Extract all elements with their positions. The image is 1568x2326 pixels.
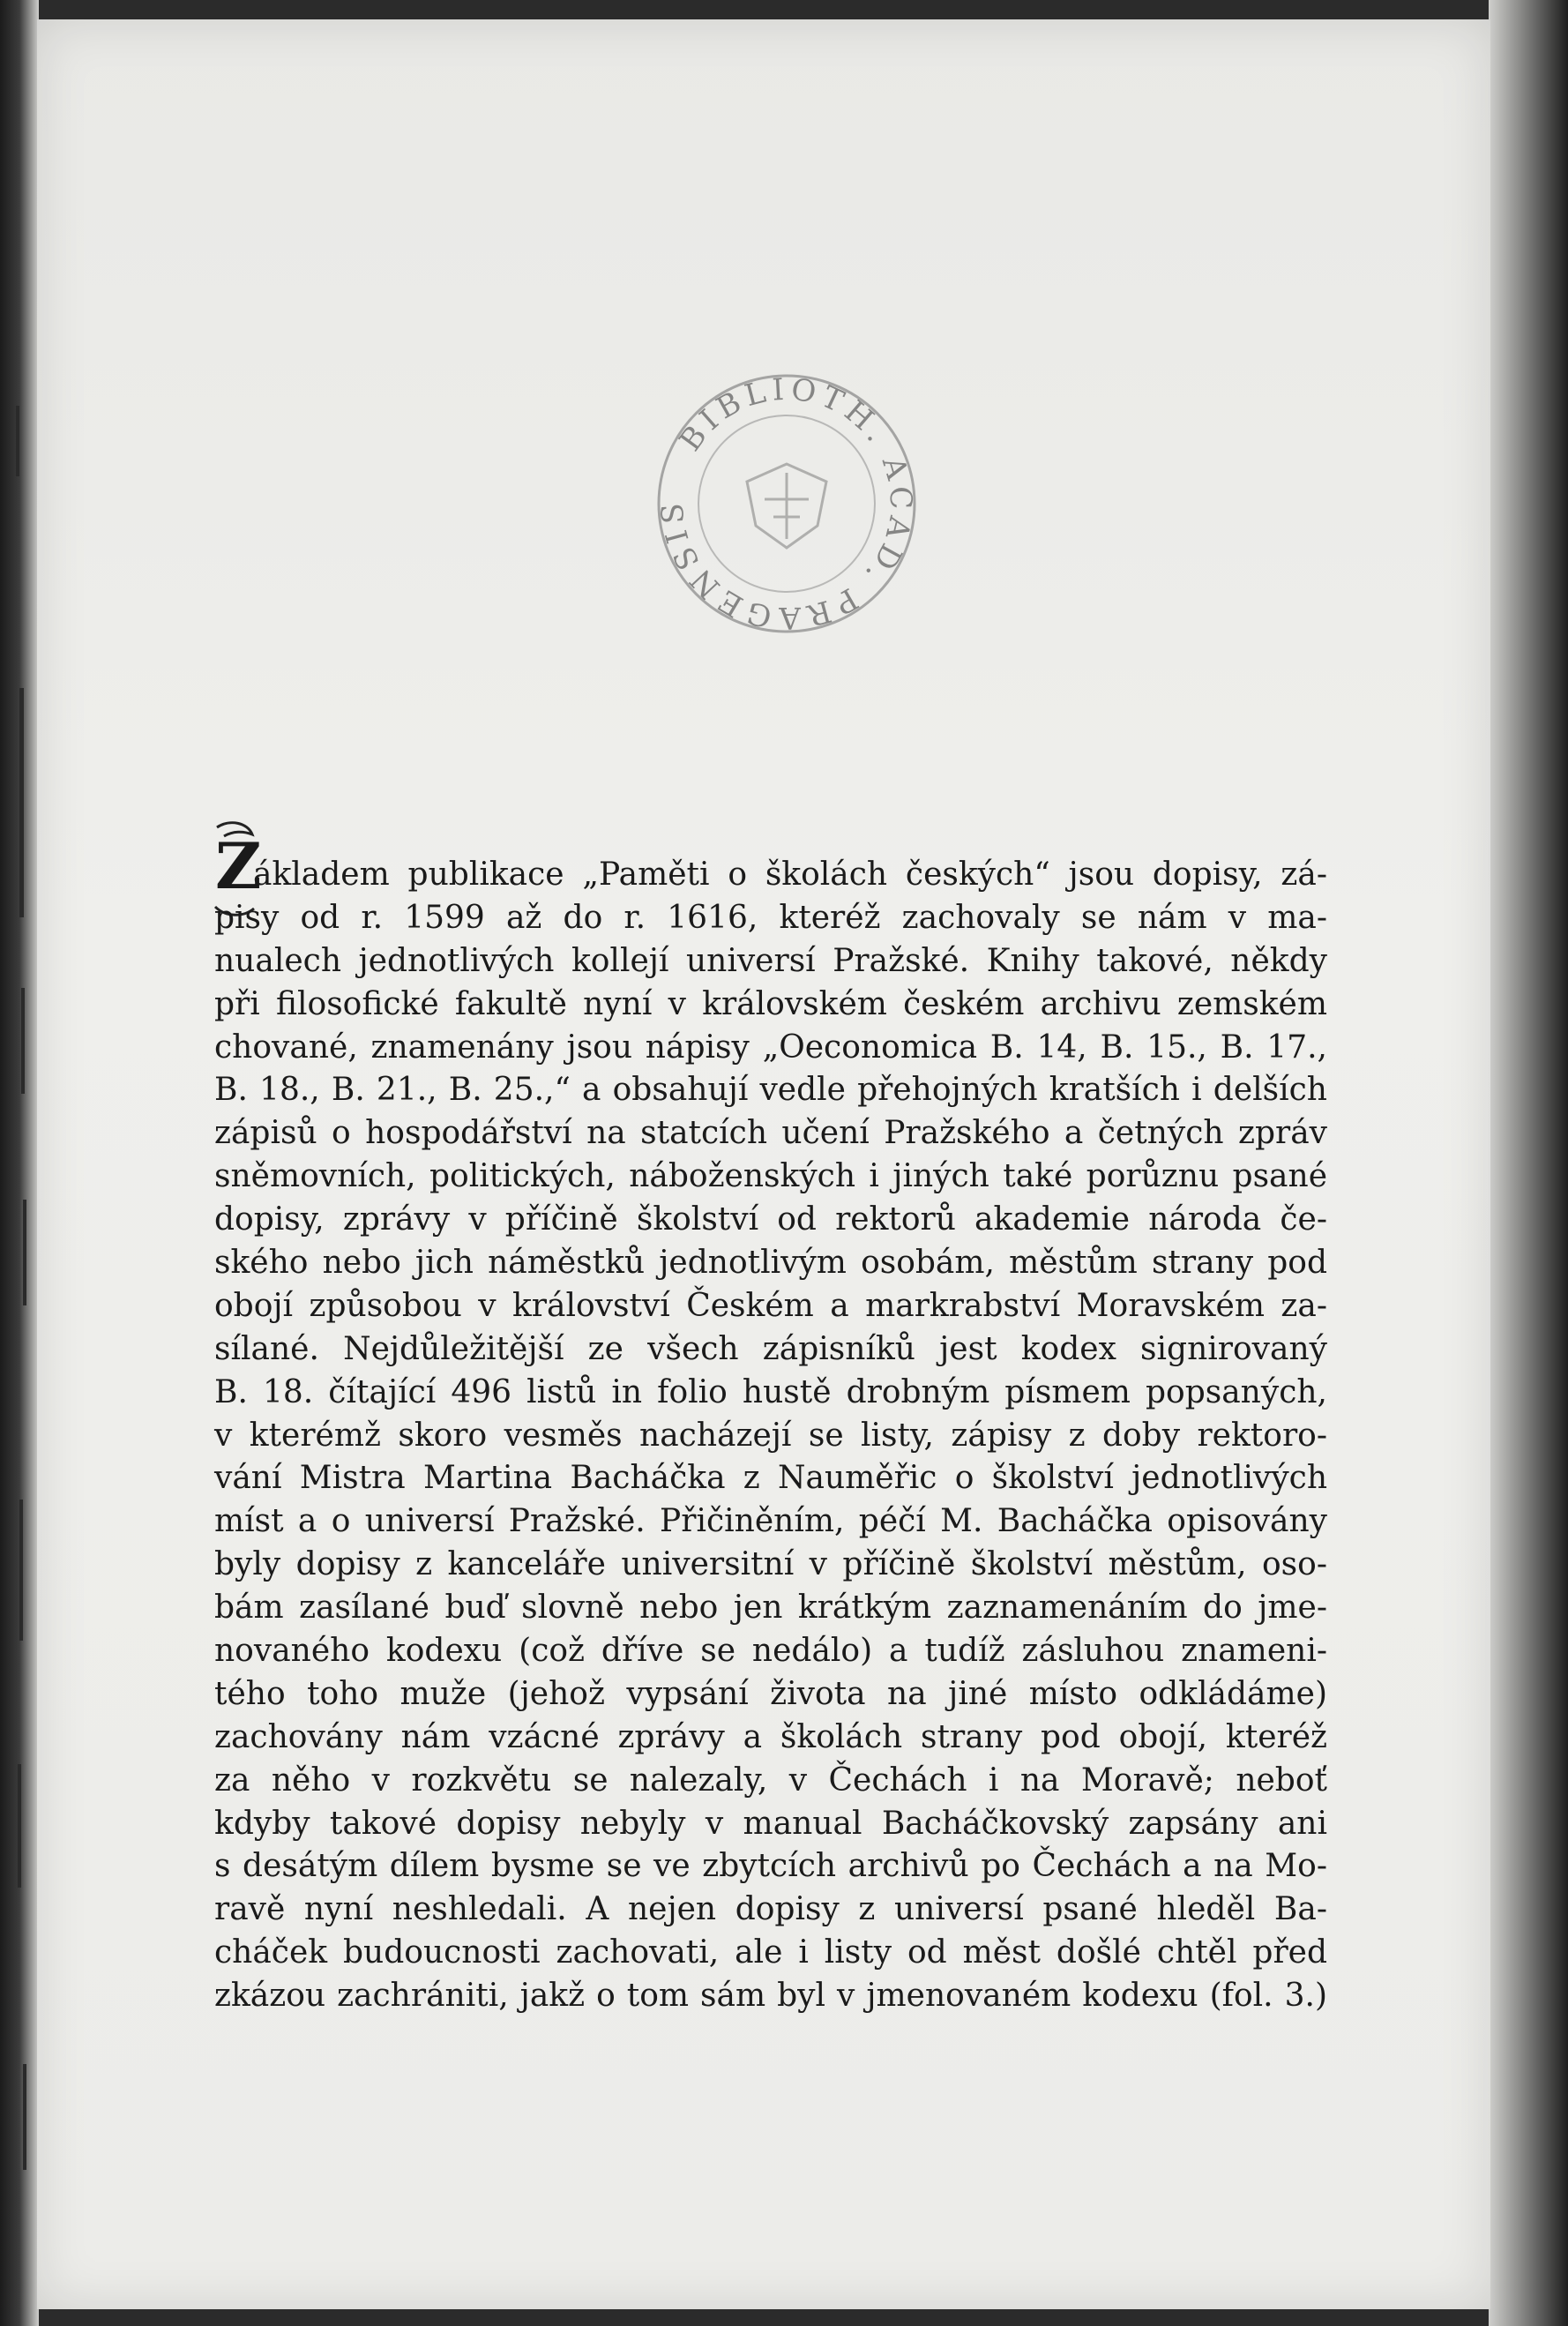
text-line: pisy od r. 1599 až do r. 1616, kteréž zachovaly se nám v ma- [214,899,1327,936]
page-right-edge [1489,0,1568,2326]
stamp-text: BIBLIOTH. ACAD. PRAGENSIS [654,371,919,636]
text-line: za něho v rozkvětu se nalezaly, v Čechách i na Moravě; neboť [214,1761,1327,1799]
text-line: nualech jednotlivých kollejí universí Pražské. Knihy takové, někdy [214,942,1327,979]
text-line: zápisů o hospodářství na statcích učení Pražského a četných zpráv [214,1115,1327,1152]
drop-initial-letter: Z [215,828,262,903]
text-line: v kterémž skoro vesměs nacházejí se listy, zápisy z doby rektoro- [214,1417,1327,1454]
text-line: bám zasílané buď slovně nebo jen krátkým zaznamenáním do jme- [214,1589,1327,1627]
text-line: B. 18. čítající 496 listů in folio hustě drobným písmem popsaných, [214,1373,1327,1410]
text-line: zkázou zachrániti, jakž o tom sám byl v jmenovaném kodexu (fol. 3.) [214,1978,1327,2015]
text-line: zachovány nám vzácné zprávy a školách strany pod obojí, kteréž [214,1718,1327,1755]
text-line: sněmovních, politických, náboženských i jiných také porůznu psané [214,1158,1327,1195]
text-line: s desátým dílem bysme se ve zbytcích archivů po Čechách a na Mo- [214,1848,1327,1885]
text-line: dopisy, zprávy v příčině školství od rektorů akademie národa če- [214,1201,1327,1238]
text-line: cháček budoucnosti zachovati, ale i listy od měst došlé chtěl před [214,1934,1327,1971]
text-line: ravě nyní neshledali. A nejen dopisy z universí psané hleděl Ba- [214,1891,1327,1928]
text-line: sílané. Nejdůležitější ze všech zápisníků jest kodex signirovaný [214,1330,1327,1367]
text-line: ského nebo jich náměstků jednotlivým osobám, městům strany pod [214,1245,1327,1282]
text-line: míst a o universí Pražské. Přičiněním, péčí M. Bacháčka opisovány [214,1503,1327,1540]
text-line: při filosofické fakultě nyní v královském českém archivu zemském [214,985,1327,1022]
text-line: ákladem publikace „Paměti o školách českých“ jsou dopisy, zá- [253,856,1327,893]
library-stamp-icon [650,367,923,640]
text-line: obojí způsobou v království Českém a markrabství Moravském za- [214,1287,1327,1324]
text-line: B. 18., B. 21., B. 25.,“ a obsahují vedle přehojných kratších i delších [214,1072,1327,1109]
text-line: chované, znamenány jsou nápisy „Oeconomica B. 14, B. 15., B. 17., [214,1028,1327,1066]
text-line: tého toho muže (jehož vypsání života na jiné místo odkládáme) [214,1675,1327,1712]
text-line: vání Mistra Martina Bacháčka z Nauměřic o školství jednotlivých [214,1460,1327,1497]
text-line: novaného kodexu (což dříve se nedálo) a tudíž zásluhou znameni- [214,1633,1327,1670]
body-text [214,854,1327,2018]
book-binding-edge [0,0,39,2326]
text-line: kdyby takové dopisy nebyly v manual Bacháčkovský zapsány ani [214,1805,1327,1842]
text-line: byly dopisy z kanceláře universitní v příčině školství městům, oso- [214,1546,1327,1583]
